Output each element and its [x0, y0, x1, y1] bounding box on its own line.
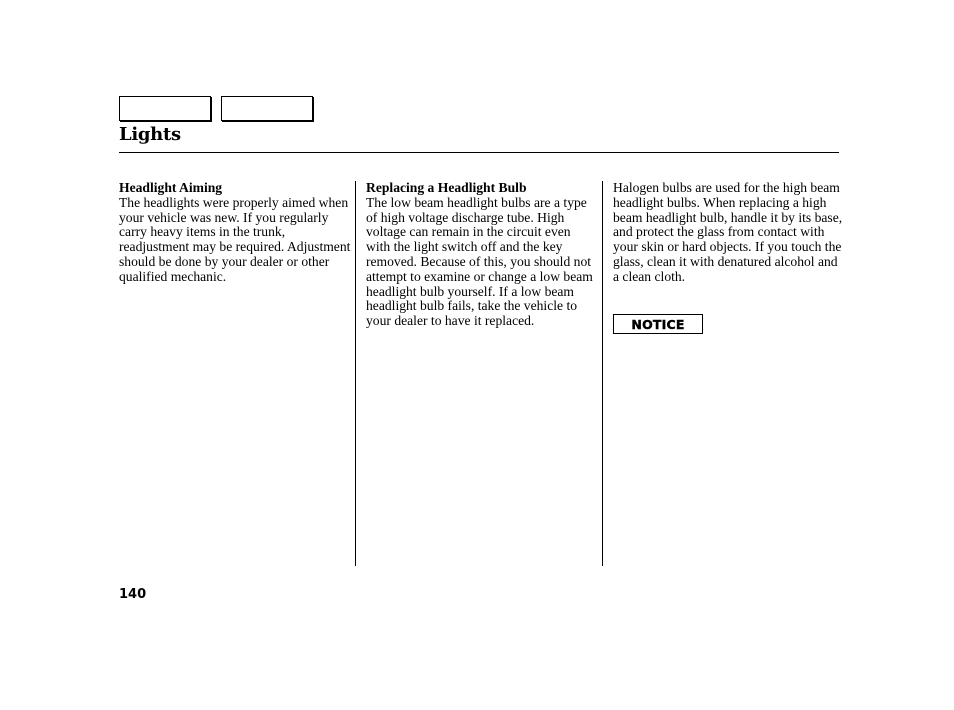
section-heading: Replacing a Headlight Bulb: [366, 180, 527, 195]
section-heading: Headlight Aiming: [119, 180, 223, 195]
page-title: Lights: [119, 124, 181, 145]
column-divider: [355, 181, 356, 566]
section-body: The low beam headlight bulbs are a type of high voltage discharge tube. High voltage can remain in the circuit even with the light switch off and the key removed. Because of this, you should not attempt to examine or change a low beam headlight bulb yourself. If a low beam headlight bulb fails, take the vehicle to your dealer to have it replaced.: [366, 194, 593, 329]
section-body: Halogen bulbs are used for the high beam headlight bulbs. When replacing a high beam headlight bulb, handle it by its base, and protect the glass from contact with your skin or hard objects. If you touch the glass, clean it with denatured alcohol and a clean cloth.: [613, 180, 843, 284]
page-number: 140: [119, 587, 147, 602]
column-headlight-aiming: [119, 181, 351, 285]
column-divider: [602, 181, 603, 566]
nav-button-main-menu[interactable]: [119, 96, 211, 121]
title-divider: [119, 152, 839, 153]
nav-button-index[interactable]: [221, 96, 313, 121]
section-body: The headlights were properly aimed when your vehicle was new. If you regularly carry heavy items in the trunk, readjustment may be required. Adjustment should be done by your dealer or other qualified mechanic.: [119, 194, 351, 284]
column-halogen-bulbs: [613, 181, 845, 285]
column-replacing-headlight-bulb: [366, 181, 596, 329]
notice-badge: NOTICE: [613, 314, 703, 334]
